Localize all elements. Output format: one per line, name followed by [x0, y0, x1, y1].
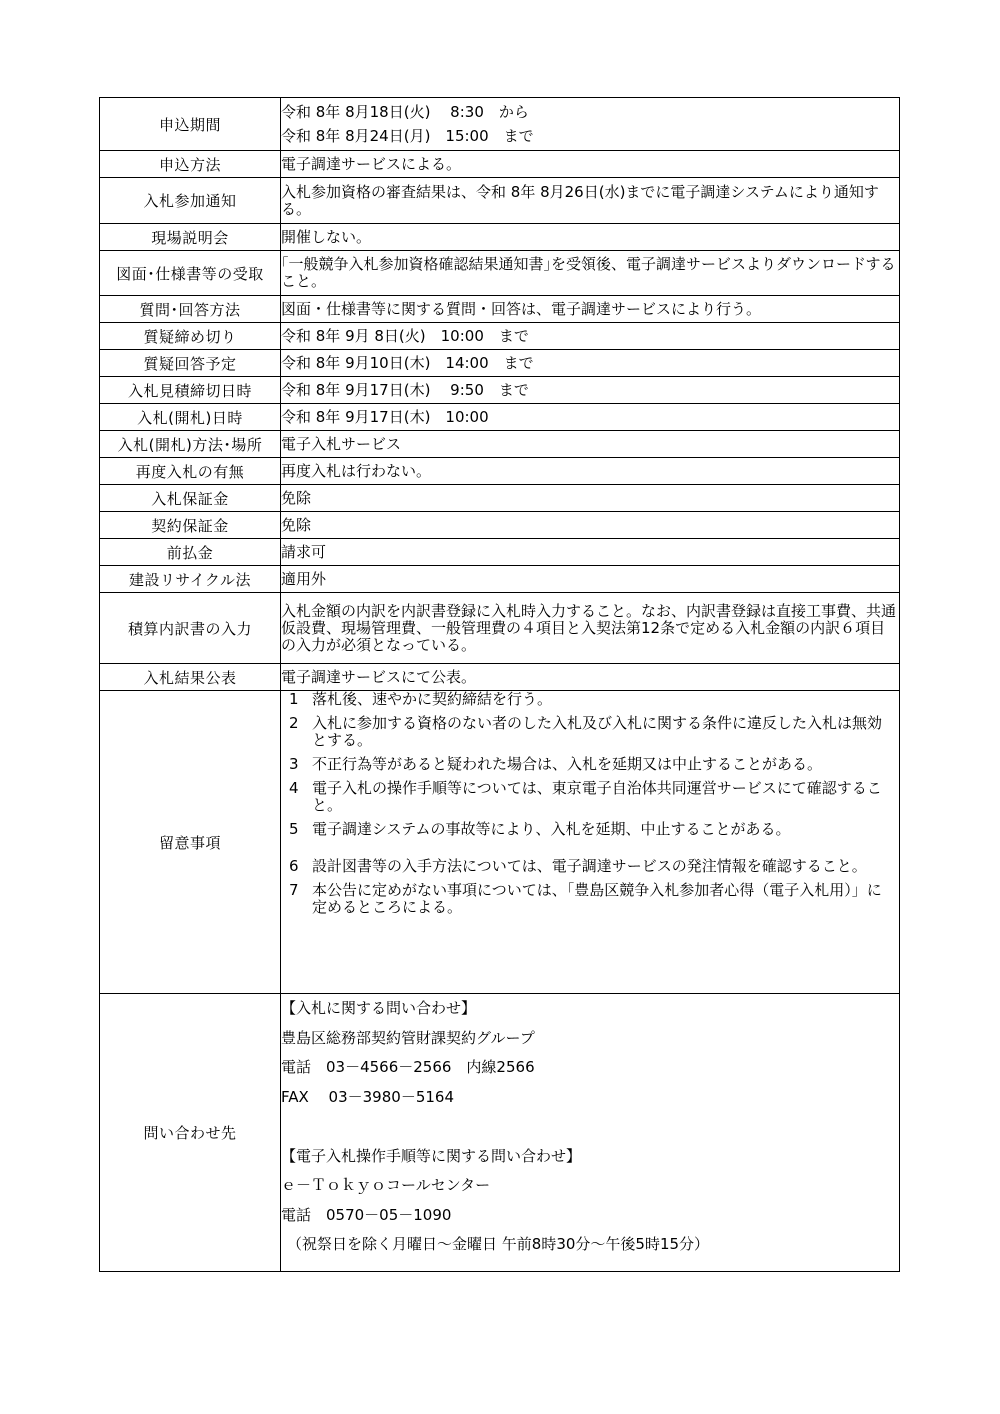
- notes-item-number: 6: [289, 857, 299, 875]
- row-label-application-period: 申込期間: [100, 98, 281, 151]
- breakdown-input-value: [281, 593, 900, 664]
- contact-bid-heading: 【入札に関する問い合わせ】: [281, 999, 477, 1017]
- qa-method-value: 図面・仕様書等に関する質問・回答は、電子調達サービスにより行う。: [281, 296, 900, 323]
- application-period-value: [281, 98, 900, 151]
- bid-deadline-text: 令和 8年 9月17日(木) 9:50 まで: [281, 381, 529, 399]
- notes-item: [281, 821, 895, 838]
- bid-conditions-table: [99, 97, 900, 1272]
- notes-item-text: 入札に参加する資格のない者のした入札及び入札に関する条件に違反した入札は無効とする。: [312, 714, 883, 749]
- bid-deadline-value: [281, 377, 900, 404]
- answer-schedule-value: [281, 350, 900, 377]
- row-label-bid-deadline: 入札見積締切日時: [100, 377, 281, 404]
- row-label-advance-payment: 前払金: [100, 539, 281, 566]
- notes-item-text: 電子入札の操作手順等については、東京電子自治体共同運営サービスにて確認すること。: [312, 779, 882, 814]
- answer-schedule-text: 令和 8年 9月10日(木) 14:00 まで: [281, 354, 534, 372]
- row-label-contract-guarantee: 契約保証金: [100, 512, 281, 539]
- contact-eproc-heading: 【電子入札操作手順等に関する問い合わせ】: [281, 1146, 582, 1165]
- site-briefing-value: 開催しない。: [281, 224, 900, 251]
- notes-item: [281, 882, 895, 916]
- row-label-result-announcement: 入札結果公表: [100, 664, 281, 691]
- opening-place-value: 電子入札サービス: [281, 431, 900, 458]
- row-label-breakdown-input: 積算内訳書の入力: [100, 593, 281, 664]
- bid-guarantee-value: 免除: [281, 485, 900, 512]
- row-label-opening-place: 入札(開札)方法･場所: [100, 431, 281, 458]
- row-label-drawings-receipt: 図面･仕様書等の受取: [100, 251, 281, 296]
- notes-item-text: 不正行為等があると疑われた場合は、入札を延期又は中止することがある。: [312, 755, 823, 773]
- drawings-receipt-text: ｢一般競争入札参加資格確認結果通知書｣を受領後、電子調達サービスよりダウンロードすること。: [281, 255, 896, 290]
- advance-payment-value: 請求可: [281, 539, 900, 566]
- application-period-to: 令和 8年 8月24日(月) 15:00 まで: [281, 127, 534, 145]
- row-label-opening-datetime: 入札(開札)日時: [100, 404, 281, 431]
- opening-datetime-text: 令和 8年 9月17日(木) 10:00: [281, 408, 489, 426]
- row-label-question-deadline: 質疑締め切り: [100, 323, 281, 350]
- contact-call-phone: 電話 0570－05－1090: [281, 1205, 452, 1224]
- notes-item: [281, 715, 895, 749]
- notes-item: [281, 858, 895, 875]
- contact-hours: （祝祭日を除く月曜日～金曜日 午前8時30分～午後5時15分）: [287, 1235, 710, 1253]
- row-label-site-briefing: 現場説明会: [100, 224, 281, 251]
- notes-item-text: 落札後、速やかに契約締結を行う。: [312, 690, 553, 708]
- rebid-value: 再度入札は行わない。: [281, 458, 900, 485]
- row-label-participation-notice: 入札参加通知: [100, 178, 281, 224]
- notes-item-number: 3: [289, 755, 299, 773]
- drawings-receipt-value: [281, 251, 900, 296]
- application-method-value: 電子調達サービスによる。: [281, 151, 900, 178]
- notes-item-text: 電子調達システムの事故等により、入札を延期、中止することがある。: [312, 820, 791, 838]
- notes-item: [281, 691, 895, 708]
- opening-datetime-value: [281, 404, 900, 431]
- row-label-notes: 留意事項: [100, 691, 281, 994]
- contact-department: 豊島区総務部契約管財課契約グループ: [281, 1028, 535, 1047]
- notes-item-number: 5: [289, 820, 299, 838]
- recycling-law-value: 適用外: [281, 566, 900, 593]
- notes-item-number: 2: [289, 714, 299, 732]
- notes-item-text: 本公告に定めがない事項については、「豊島区競争入札参加者心得（電子入札用）」に定めるところによる。: [312, 881, 882, 916]
- notes-item: [281, 780, 895, 814]
- notes-list: [281, 691, 899, 916]
- notes-item: [281, 756, 895, 773]
- row-label-answer-schedule: 質疑回答予定: [100, 350, 281, 377]
- question-deadline-value: [281, 323, 900, 350]
- notes-item-number: 1: [289, 690, 299, 708]
- notes-item-text: 設計図書等の入手方法については、電子調達サービスの発注情報を確認すること。: [312, 857, 867, 875]
- application-period-from: 令和 8年 8月18日(火) 8:30 から: [281, 103, 529, 121]
- contact-phone: 電話 03－4566－2566 内線2566: [281, 1058, 535, 1076]
- notes-item-number: 4: [289, 779, 299, 797]
- participation-notice-text: 入札参加資格の審査結果は、令和 8年 8月26日(水)までに電子調達システムにより通知する。: [281, 182, 879, 218]
- contract-guarantee-value: 免除: [281, 512, 900, 539]
- result-announcement-value: 電子調達サービスにて公表。: [281, 664, 900, 691]
- row-label-bid-guarantee: 入札保証金: [100, 485, 281, 512]
- row-label-application-method: 申込方法: [100, 151, 281, 178]
- notes-value: [281, 691, 900, 994]
- row-label-qa-method: 質問･回答方法: [100, 296, 281, 323]
- row-label-contact: 問い合わせ先: [100, 994, 281, 1272]
- question-deadline-text: 令和 8年 9月 8日(火) 10:00 まで: [281, 327, 529, 345]
- breakdown-input-text: 入札金額の内訳を内訳書登録に入札時入力すること。なお、内訳書登録は直接工事費、共通仮設費、現場管理費、一般管理費の４項目と入契法第12条で定める入札金額の内訳６項目の入力が必須となっている。: [281, 601, 897, 654]
- participation-notice-value: [281, 178, 900, 224]
- contact-spacer: [281, 1112, 899, 1142]
- contact-value: [281, 994, 900, 1272]
- contact-fax: FAX 03－3980－5164: [281, 1087, 454, 1106]
- contact-call-center: ｅ－Ｔｏｋｙｏコールセンター: [281, 1176, 491, 1194]
- notes-item-number: 7: [289, 881, 299, 899]
- row-label-rebid: 再度入札の有無: [100, 458, 281, 485]
- row-label-recycling-law: 建設リサイクル法: [100, 566, 281, 593]
